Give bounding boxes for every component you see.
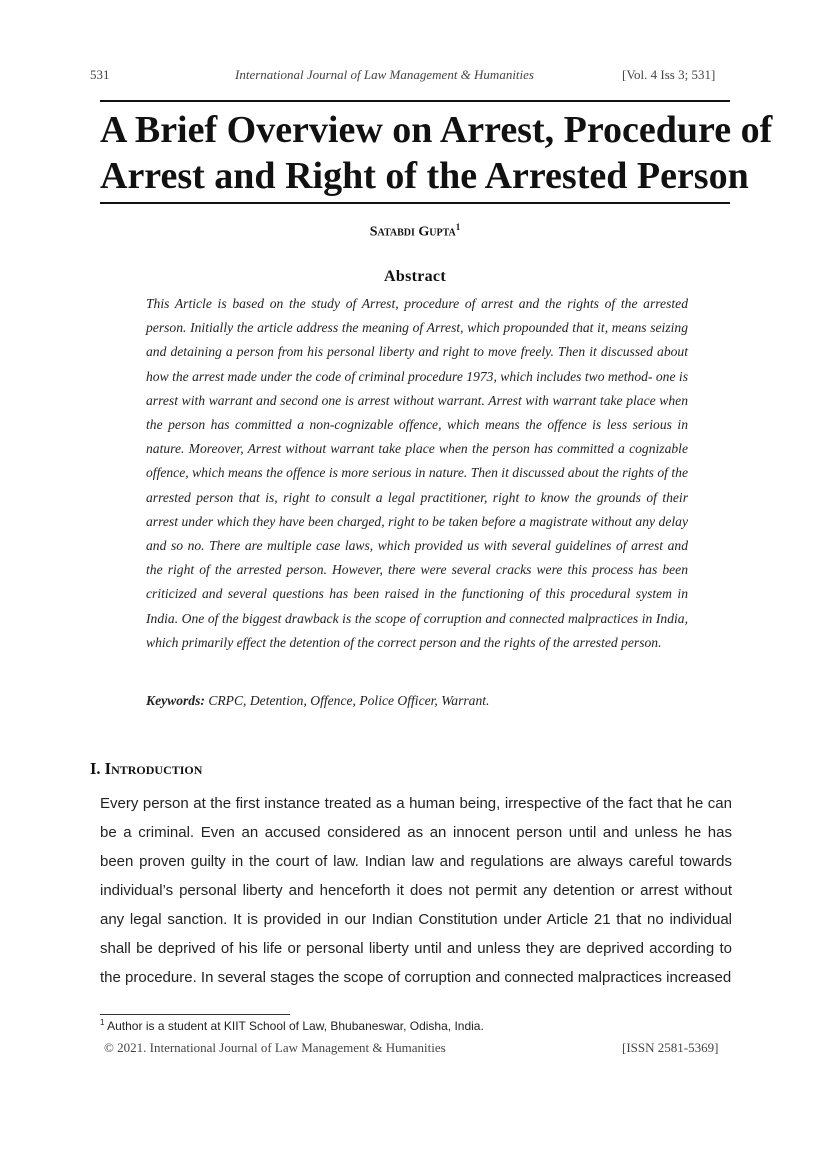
abstract-heading: Abstract [384, 268, 446, 285]
header-journal-name: International Journal of Law Management & Humanities [235, 67, 534, 82]
footnote-text: Author is a student at KIIT School of Law, Bhubaneswar, Odisha, India. [107, 1019, 484, 1033]
article-title-line-1: A Brief Overview on Arrest, Procedure of [100, 109, 773, 151]
abstract-body: This Article is based on the study of Arrest, procedure of arrest and the rights of the arrested person. Initially the article address the meaning of Arrest, which propounded that it, means seizing and detaining a person from his personal liberty and right to move freely. Then it discussed about how the arrest made under the code of criminal procedure 1973, which includes two method- one is arrest with warrant and second one is arrest without warrant. Arrest with warrant take place when the person has committed a non-cognizable offence, which means the offence is less serious in nature. Moreover, Arrest without warrant take place when the person has committed a cognizable offence, which means the offence is more serious in nature. Then it discussed about the rights of the arrested person that is, right to consult a legal practitioner, right to know the grounds of their arrest under which they have been charged, right to be taken before a magistrate without any delay and so no. There are multiple case laws, which provided us with several guidelines of arrest and the right of the arrested person. However, there were several cracks were this process has been criticized and several questions has been raised in the functioning of this procedural system in India. One of the biggest drawback is the scope of corruption and connected malpractices in India, which primarily effect the detention of the correct person and the rights of the arrested person. [146, 296, 688, 650]
header-page-number: 531 [90, 67, 110, 82]
title-top-rule [100, 100, 730, 102]
footnote-rule [100, 1014, 290, 1015]
footnote [100, 1018, 484, 1033]
author-name: Satabdi Gupta [369, 224, 456, 240]
keywords-line [146, 693, 688, 709]
keywords-label: Keywords: [146, 693, 205, 708]
header-volume: [Vol. 4 Iss 3; 531] [622, 67, 716, 82]
footer-copyright: © 2021. International Journal of Law Management & Humanities [104, 1040, 446, 1055]
article-title-line-2: Arrest and Right of the Arrested Person [100, 155, 749, 197]
title-bottom-rule [100, 202, 730, 204]
footer-issn: [ISSN 2581-5369] [622, 1040, 719, 1055]
keywords-list: CRPC, Detention, Offence, Police Officer, Warrant. [208, 693, 490, 708]
introduction-heading: I. Introduction [90, 759, 203, 778]
author-line [100, 222, 730, 241]
introduction-body: Every person at the first instance treated as a human being, irrespective of the fact that he can be a criminal. Even an accused considered as an innocent person until and unless he has been proven guilty in the court of law. Indian law and regulations are always careful towards individual’s personal liberty and henceforth it does not permit any detention or arrest without any legal sanction. It is provided in our Indian Constitution under Article 21 that no individual shall be deprived of his life or personal liberty until and unless they are deprived according to the procedure. In several stages the scope of corruption and connected malpractices increased [100, 795, 732, 986]
footnote-mark: 1 [100, 1018, 105, 1027]
author-footnote-mark[interactable]: 1 [455, 222, 461, 232]
